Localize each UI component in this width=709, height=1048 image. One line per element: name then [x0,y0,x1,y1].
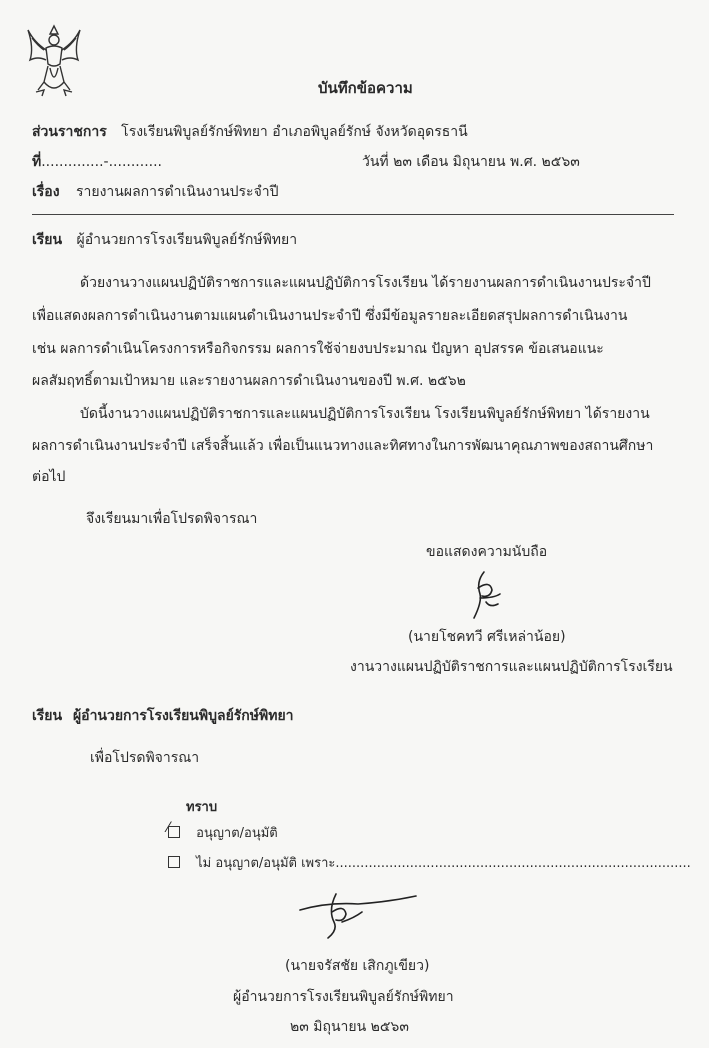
subject-label: เรื่อง [32,184,60,200]
body-line: บัดนี้งานวางแผนปฏิบัติราชการและแผนปฏิบัติการโรงเรียน โรงเรียนพิบูลย์รักษ์พิทยา ได้รายงาน [80,406,650,422]
body-line: ต่อไป [32,469,66,485]
approval-to-value: ผู้อำนวยการโรงเรียนพิบูลย์รักษ์พิทยา [72,708,294,724]
option-reject [168,852,691,873]
option-reject-label: ไม่ อนุญาต/อนุมัติ เพราะ...................................................................................... [196,856,691,871]
signature-icon [456,568,516,624]
subject-value: รายงานผลการดำเนินงานประจำปี [76,184,279,200]
memo-date: วันที่ ๒๓ เดือน มิถุนายน พ.ศ. ๒๕๖๓ [362,154,580,170]
approval-to-label: เรียน [32,708,63,724]
body-line: ด้วยงานวางแผนปฏิบัติราชการและแผนปฏิบัติการโรงเรียน ได้รายงานผลการดำเนินงานประจำปี [80,275,651,291]
agency-row [32,121,468,143]
header-divider [32,214,674,215]
body-line: ผลการดำเนินงานประจำปี เสร็จสิ้นแล้ว เพื่อเป็นแนวทางและทิศทางในการพัฒนาคุณภาพของสถานศึกษา [32,438,654,454]
director-name: (นายจรัสชัย เสิกภูเขียว) [285,958,430,974]
signer-name: (นายโชคทวี ศรีเหล่าน้อย) [408,629,566,645]
director-title: ผู้อำนวยการโรงเรียนพิบูลย์รักษ์พิทยา [233,989,454,1005]
option-approve-label: อนุญาต/อนุมัติ [196,826,278,841]
checked-box-icon[interactable]: ⁄ [168,826,180,838]
director-signature-icon [298,882,418,942]
agency-label: ส่วนราชการ [32,124,107,140]
regards-text: ขอแสดงความนับถือ [426,544,548,560]
approval-consider: เพื่อโปรดพิจารณา [90,750,200,766]
ref-value: ..............-............ [41,154,162,170]
reference-row [32,151,162,173]
option-approve [168,822,278,843]
body-line: เช่น ผลการดำเนินโครงการหรือกิจกรรม ผลการใช้จ่ายงบประมาณ ปัญหา อุปสรรค ข้อเสนอแนะ [32,341,604,357]
acknowledge-text: ทราบ [186,800,218,815]
salutation-label: เรียน [32,232,63,248]
agency-value: โรงเรียนพิบูลย์รักษ์พิทยา อำเภอพิบูลย์รักษ์ จังหวัดอุดรธานี [121,124,468,140]
subject-row [32,181,279,203]
salutation-row [32,229,297,251]
body-line: เพื่อแสดงผลการดำเนินงานตามแผนดำเนินงานประจำปี ซึ่งมีข้อมูลรายละเอียดสรุปผลการดำเนินงาน [32,308,628,324]
ref-label: ที่ [32,154,42,170]
approval-date: ๒๓ มิถุนายน ๒๕๖๓ [290,1019,409,1035]
memo-title: บันทึกข้อความ [318,79,413,97]
garuda-emblem-icon [24,20,84,100]
approval-salutation [32,705,294,727]
body-line: ผลสัมฤทธิ์ตามเป้าหมาย และรายงานผลการดำเนินงานของปี พ.ศ. ๒๕๖๒ [32,373,466,389]
signer-unit: งานวางแผนปฏิบัติราชการและแผนปฏิบัติการโรงเรียน [350,659,673,675]
salutation-value: ผู้อำนวยการโรงเรียนพิบูลย์รักษ์พิทยา [76,232,298,248]
closing-text: จึงเรียนมาเพื่อโปรดพิจารณา [86,511,258,527]
empty-checkbox-icon[interactable] [168,856,180,868]
